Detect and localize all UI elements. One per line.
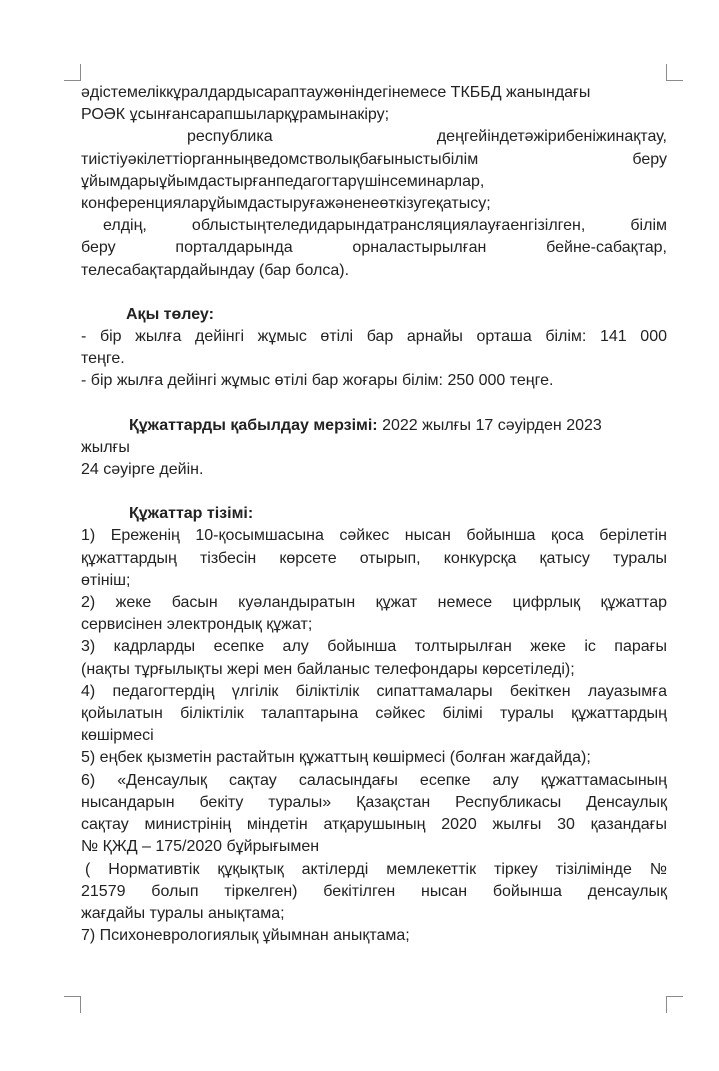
document-item-6-line-1: 6) «Денсаулық сақтау саласындағы есепке алу құжаттамасының [81,771,667,789]
document-item-2-line-1: 2) жеке басын куәландыратын құжат немесе цифрлық құжаттар [81,594,667,612]
deadline-date-range: 2022 жылғы 17 сәуірден 2023 [377,416,602,434]
document-item-4-line-3: көшірмесі [81,727,154,745]
intro-line-7: елдің, облыстыңтеледидарындатрансляциялауғаенгізілген, білім [103,217,667,235]
intro-line-8: беру порталдарында орналастырылған бейне-сабақтар, [81,239,667,257]
deadline-line-3: 24 сәуірге дейін. [81,461,204,479]
document-item-4-line-2: қойылатын біліктілік талаптарына сәйкес білімі туралы құжаттардың [81,705,667,723]
document-body [81,82,667,947]
intro-line-2: РОӘК ұсынғансарапшыларқұрамынакіру; [81,106,390,124]
intro-line-5: ұйымдарыұйымдастырғанпедагогтарүшінсеминарлар, [81,172,485,190]
intro-line-6: конференцияларұйымдастыруғажәненеөткізугеқатысу; [81,195,491,213]
payment-item-2: - бір жылға дейінгі жұмыс өтілі бар жоғары білім: 250 000 теңге. [81,372,554,390]
intro-line-9: телесабақтардайындау (бар болса). [81,261,350,279]
document-item-6-line-6: 21579 болып тіркелген) бекітілген нысан бойынша денсаулық [81,882,667,900]
payment-item-1-line-1: - бір жылға дейінгі жұмыс өтілі бар арнайы орташа білім: 141 000 [81,328,667,346]
corner-mark-bottom-left [64,996,81,1013]
document-item-3-line-2: (нақты тұрғылықты жері мен байланыс телефондары көрсетіледі); [81,660,575,678]
document-item-5: 5) еңбек қызметін растайтын құжаттың көшірмесі (болған жағдайда); [81,749,591,767]
documents-heading [81,503,667,525]
document-item-1-line-1: 1) Ереженің 10-қосымшасына сәйкес нысан бойынша қоса берілетін [81,527,667,545]
deadline-line-2: жылғы [81,438,130,456]
corner-mark-bottom-right [666,996,683,1013]
deadline-label: Құжаттарды қабылдау мерзімі: [129,416,378,434]
payment-heading [81,304,667,326]
document-item-6-line-2: нысандарын бекіту туралы» Қазақстан Республикасы Денсаулық [81,793,667,811]
deadline-line-1 [81,415,667,437]
document-item-6-line-4: № ҚЖД – 175/2020 бұйрығымен [81,838,320,856]
corner-mark-top-left [64,64,81,81]
document-item-1-line-3: өтініш; [81,571,131,589]
payment-heading-text: Ақы төлеу: [126,305,214,323]
document-item-6-line-5: ( Нормативтік құқықтық актілерді мемлекеттік тіркеу тізілімінде № [85,860,667,878]
payment-item-1-line-2: теңге. [81,350,125,368]
document-item-7: 7) Психоневрологиялық ұйымнан анықтама; [81,927,410,945]
document-item-3-line-1: 3) кадрларды есепке алу бойынша толтырылған жеке іс парағы [81,638,667,656]
corner-mark-top-right [666,64,683,81]
document-item-2-line-2: сервисінен электрондық құжат; [81,616,313,634]
documents-heading-text: Құжаттар тізімі: [129,505,254,523]
document-item-6-line-7: жағдайы туралы анықтама; [81,904,285,922]
intro-line-3: республика деңгейіндетәжірибеніжинақтау, [187,128,667,146]
intro-line-4: тиістіуәкілеттіорганныңведомстволықбағыныстыбілім беру [81,150,667,168]
intro-line-1: әдістемеліккұралдардысараптаужөніндегінемесе ТКББД жанындағы [81,84,591,101]
document-item-6-line-3: сақтау министрінің міндетін атқарушының 2020 жылғы 30 қазандағы [81,816,667,834]
document-item-1-line-2: құжаттардың тізбесін көрсете отырып, конкурсқа қатысу туралы [81,549,667,567]
document-item-4-line-1: 4) педагогтердің үлгілік біліктілік сипаттамалары бекіткен лауазымға [81,682,667,700]
